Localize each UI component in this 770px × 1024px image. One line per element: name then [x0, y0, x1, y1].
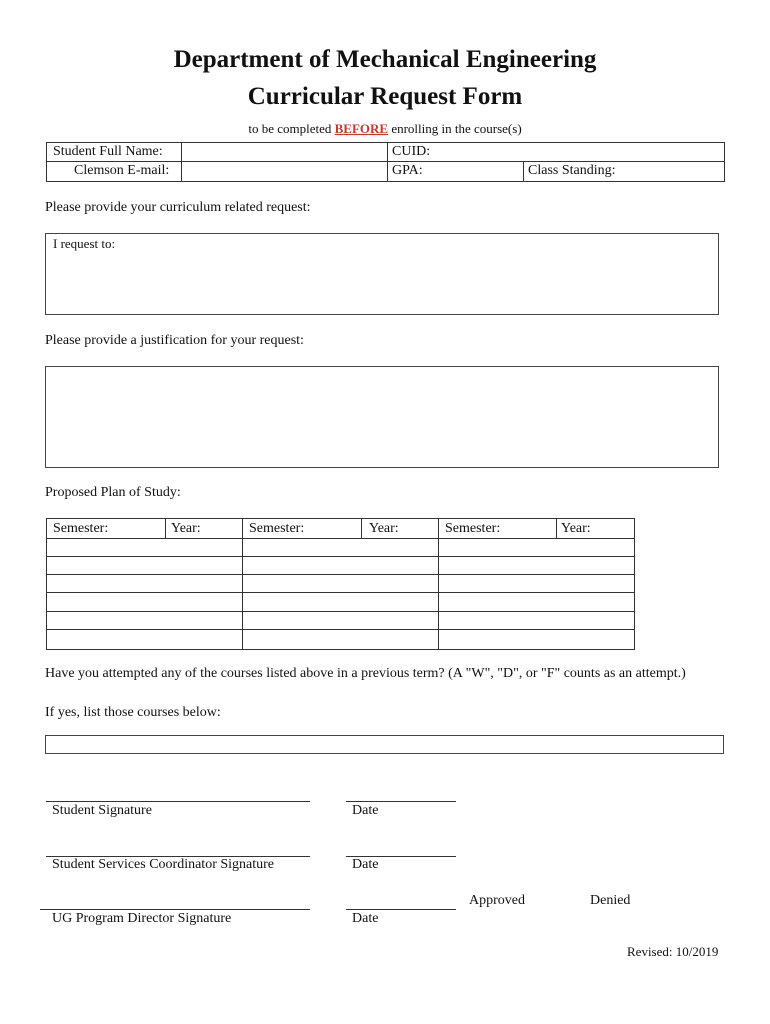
subtitle-post: enrolling in the course(s) — [391, 121, 522, 136]
full-name-label: Student Full Name: — [53, 144, 163, 159]
subtitle-pre: to be completed — [248, 121, 332, 136]
request-box-text: I request to: — [53, 236, 116, 251]
approved-option[interactable]: Approved — [469, 893, 525, 908]
gpa-label: GPA: — [392, 163, 423, 178]
attempt-question: Have you attempted any of the courses listed above in a previous term? (A "W", "D", or "F" counts as an attempt.) — [45, 666, 686, 681]
full-name-field[interactable] — [182, 143, 386, 161]
email-field[interactable] — [182, 162, 386, 180]
coordinator-signature-label: Student Services Coordinator Signature — [52, 857, 275, 872]
student-info-table — [46, 142, 725, 182]
student-date-line[interactable] — [346, 801, 456, 802]
request-prompt: Please provide your curriculum related request: — [45, 200, 311, 215]
attempt-list-prompt: If yes, list those courses below: — [45, 705, 221, 720]
student-date-label: Date — [352, 803, 379, 818]
plan-header-semester-2: Semester: — [249, 521, 305, 536]
request-textarea[interactable] — [45, 233, 719, 315]
denied-option[interactable]: Denied — [590, 893, 631, 908]
director-signature-label: UG Program Director Signature — [52, 911, 232, 926]
justification-textarea[interactable] — [45, 366, 719, 468]
cuid-label: CUID: — [392, 144, 431, 159]
plan-prompt: Proposed Plan of Study: — [45, 485, 181, 500]
director-signature-line[interactable] — [40, 909, 310, 910]
form-title-line2: Curricular Request Form — [247, 83, 523, 110]
director-date-line[interactable] — [346, 909, 456, 910]
student-signature-line[interactable] — [46, 801, 310, 802]
plan-of-study-table — [46, 518, 635, 650]
director-date-label: Date — [352, 911, 379, 926]
form-subtitle — [0, 121, 770, 137]
class-standing-label: Class Standing: — [528, 163, 616, 178]
student-signature-label: Student Signature — [52, 803, 152, 818]
justification-prompt: Please provide a justification for your request: — [45, 333, 304, 348]
form-title-line1: Department of Mechanical Engineering — [173, 46, 597, 73]
subtitle-emphasis: BEFORE — [334, 121, 389, 136]
revised-date: Revised: 10/2019 — [627, 944, 719, 959]
plan-header-semester-1: Semester: — [53, 521, 109, 536]
plan-header-year-2: Year: — [369, 521, 399, 536]
attempted-courses-field[interactable] — [45, 735, 724, 754]
plan-header-year-3: Year: — [561, 521, 591, 536]
email-label: Clemson E-mail: — [74, 163, 170, 178]
coordinator-date-label: Date — [352, 857, 379, 872]
plan-header-year-1: Year: — [171, 521, 201, 536]
plan-header-semester-3: Semester: — [445, 521, 501, 536]
